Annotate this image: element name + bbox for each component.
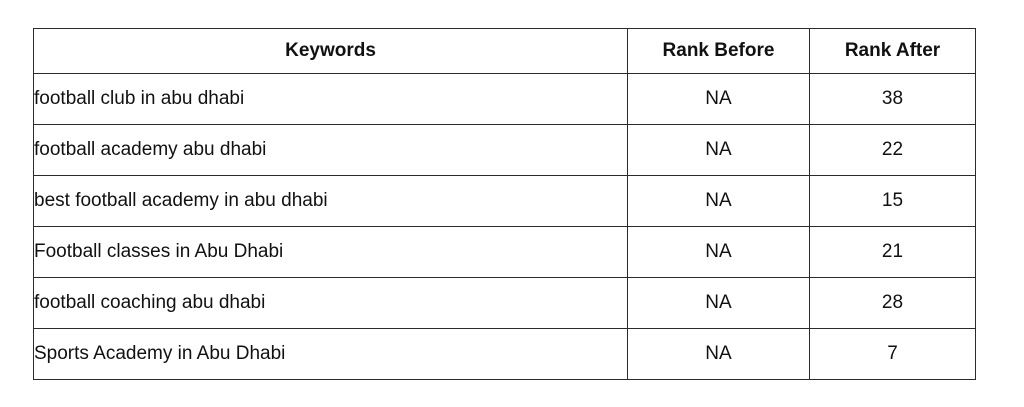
- table-body: [34, 74, 976, 380]
- keyword-rank-table: [33, 28, 976, 380]
- table-row: [34, 329, 976, 380]
- table-header-row: [34, 29, 976, 74]
- column-header-keywords: Keywords: [34, 29, 628, 74]
- cell-rank-before: NA: [628, 278, 810, 329]
- cell-rank-before: NA: [628, 125, 810, 176]
- cell-rank-before: NA: [628, 176, 810, 227]
- table-row: [34, 125, 976, 176]
- table-row: [34, 176, 976, 227]
- cell-rank-before: NA: [628, 74, 810, 125]
- cell-rank-before: NA: [628, 329, 810, 380]
- cell-rank-after: 7: [810, 329, 976, 380]
- cell-rank-after: 21: [810, 227, 976, 278]
- cell-keyword: best football academy in abu dhabi: [34, 176, 628, 227]
- column-header-rank-before: Rank Before: [628, 29, 810, 74]
- cell-keyword: Sports Academy in Abu Dhabi: [34, 329, 628, 380]
- table-row: [34, 227, 976, 278]
- table-header: [34, 29, 976, 74]
- cell-rank-before: NA: [628, 227, 810, 278]
- cell-rank-after: 22: [810, 125, 976, 176]
- cell-keyword: Football classes in Abu Dhabi: [34, 227, 628, 278]
- keyword-rank-table-container: [33, 28, 975, 380]
- cell-keyword: football academy abu dhabi: [34, 125, 628, 176]
- cell-rank-after: 38: [810, 74, 976, 125]
- cell-keyword: football club in abu dhabi: [34, 74, 628, 125]
- table-row: [34, 278, 976, 329]
- cell-rank-after: 15: [810, 176, 976, 227]
- cell-rank-after: 28: [810, 278, 976, 329]
- column-header-rank-after: Rank After: [810, 29, 976, 74]
- table-row: [34, 74, 976, 125]
- cell-keyword: football coaching abu dhabi: [34, 278, 628, 329]
